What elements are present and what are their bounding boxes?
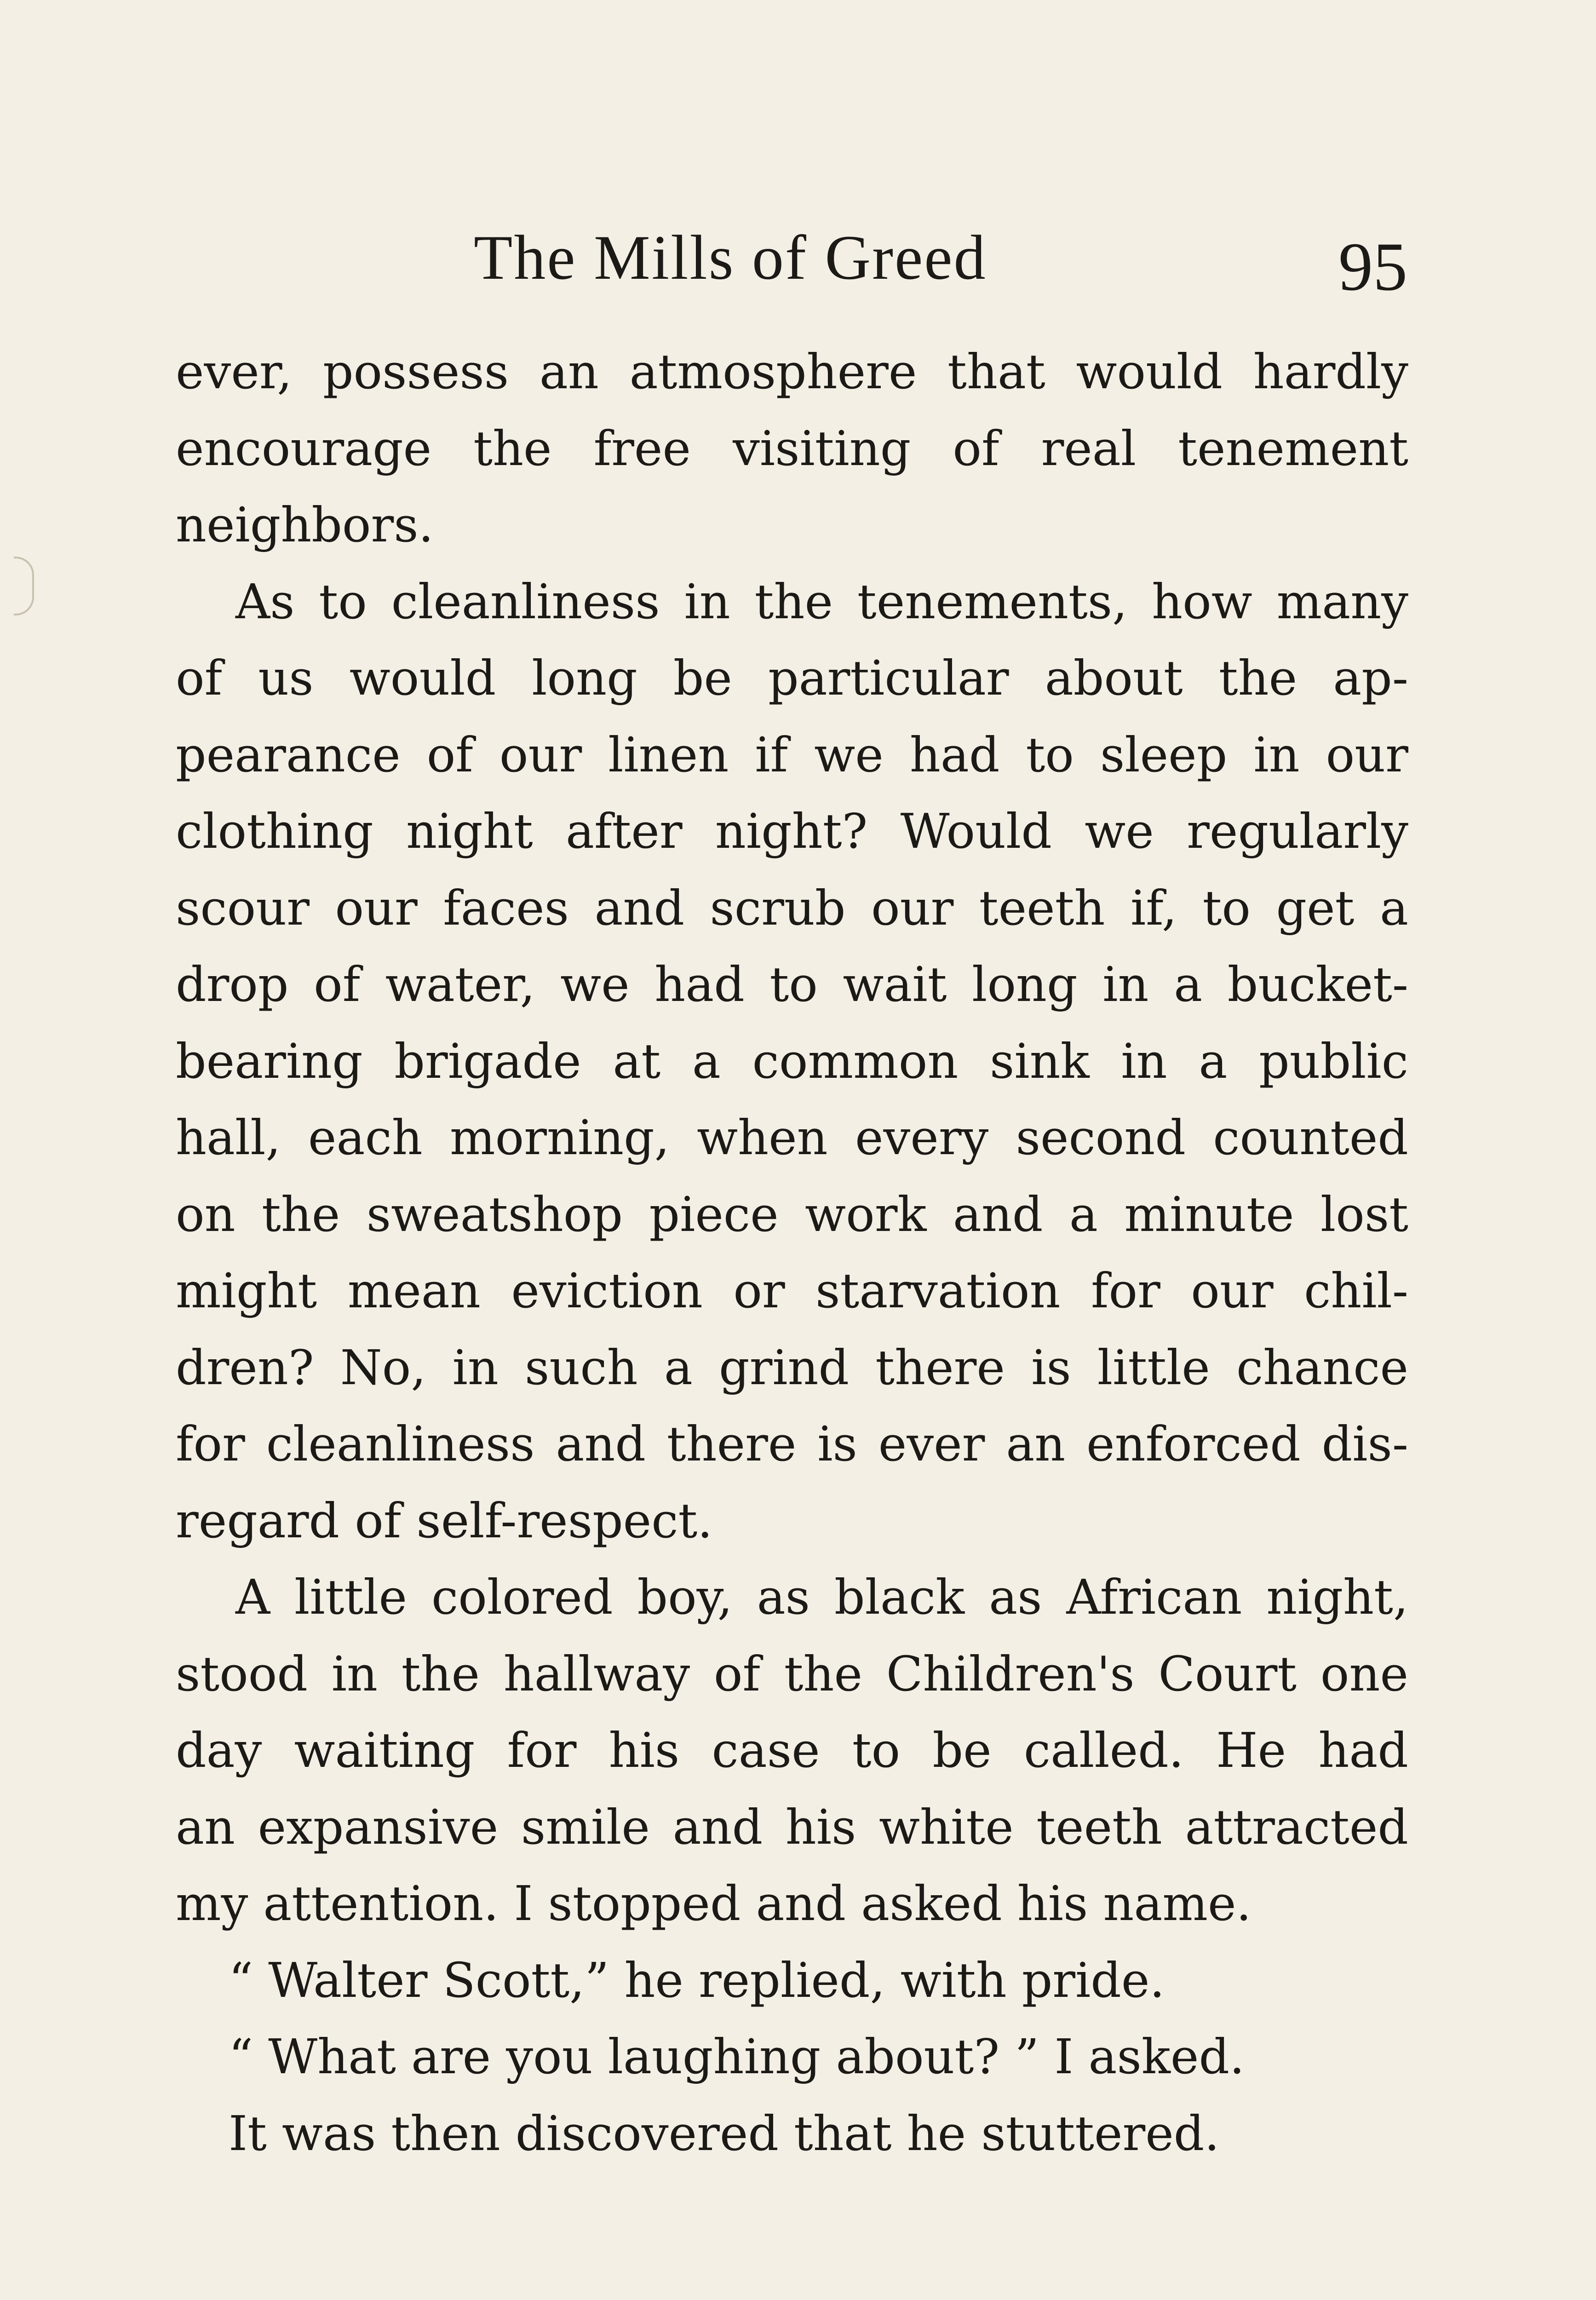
- paragraph-first-line: A little colored boy, as black as African night,: [235, 1569, 1408, 1625]
- book-title: The Mills of Greed: [474, 222, 987, 293]
- page-number: 95: [1338, 229, 1407, 305]
- text-line: for cleanliness and there is ever an enforced dis-: [176, 1416, 1408, 1472]
- text-line: clothing night after night? Would we regularly: [176, 803, 1408, 859]
- paragraph-first-line: As to cleanliness in the tenements, how many: [235, 573, 1408, 630]
- text-line: regard of self-respect.: [176, 1492, 713, 1549]
- text-line: on the sweatshop piece work and a minute lost: [176, 1186, 1408, 1242]
- text-line: pearance of our linen if we had to sleep in our: [176, 726, 1408, 783]
- dialogue-line: “ Walter Scott,” he replied, with pride.: [229, 1952, 1165, 2008]
- text-line: might mean eviction or starvation for our chil-: [176, 1263, 1408, 1319]
- text-line: bearing brigade at a common sink in a public: [176, 1033, 1408, 1089]
- text-line: neighbors.: [176, 497, 434, 553]
- text-line: scour our faces and scrub our teeth if, to get a: [176, 880, 1408, 936]
- body-text: [176, 334, 1408, 2172]
- text-line: drop of water, we had to wait long in a bucket-: [176, 956, 1408, 1012]
- margin-speck: [14, 557, 34, 615]
- text-line: hall, each morning, when every second counted: [176, 1110, 1408, 1166]
- paragraph-first-line: It was then discovered that he stuttered.: [229, 2105, 1220, 2162]
- text-line: of us would long be particular about the ap-: [176, 650, 1408, 706]
- text-line: ever, possess an atmosphere that would hardly: [176, 344, 1408, 400]
- dialogue-line: “ What are you laughing about? ” I asked.: [229, 2029, 1245, 2085]
- text-line: encourage the free visiting of real tenement: [176, 420, 1408, 477]
- text-line: my attention. I stopped and asked his name.: [176, 1875, 1252, 1932]
- running-head: [175, 212, 1407, 304]
- text-line: an expansive smile and his white teeth attracted: [176, 1799, 1408, 1855]
- text-line: day waiting for his case to be called. He had: [176, 1722, 1408, 1778]
- text-line: stood in the hallway of the Children's Court one: [176, 1645, 1408, 1702]
- text-line: dren? No, in such a grind there is little chance: [176, 1339, 1408, 1396]
